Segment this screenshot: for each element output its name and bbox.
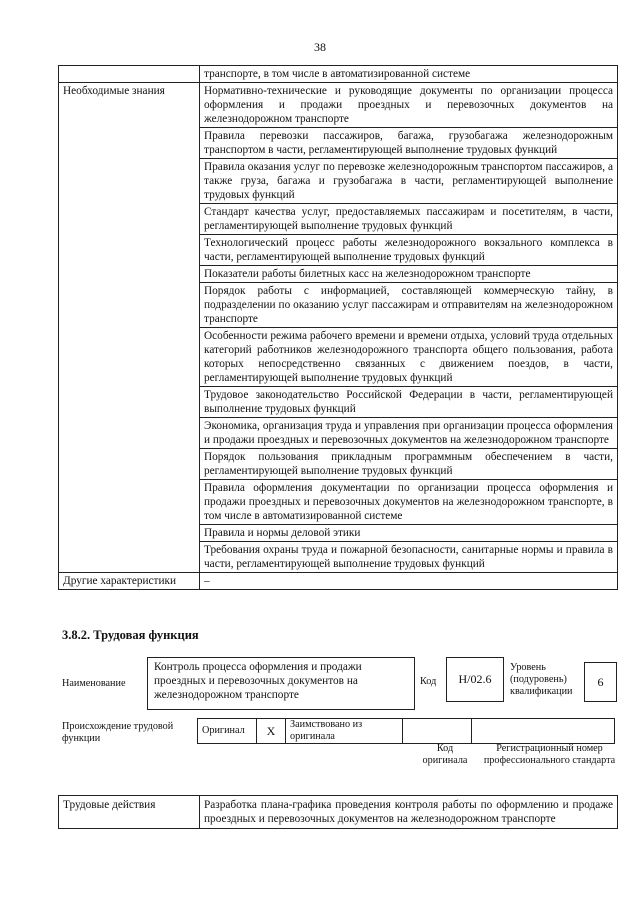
knowledge-item: Порядок работы с информацией, составляющей коммерческую тайну, в подразделении по оказанию услуг пассажирам и отправителям на железнодорожном транспорте <box>200 283 618 328</box>
other-characteristics-label: Другие характеристики <box>59 573 200 590</box>
name-label: Наименование <box>62 678 126 689</box>
function-name-box: Контроль процесса оформления и продажи проездных и перевозочных документов на железнодорожном транспорте <box>147 657 415 710</box>
knowledge-item: Трудовое законодательство Российской Федерации в части, регламентирующей выполнение трудовых функций <box>200 387 618 418</box>
table-row <box>59 573 618 590</box>
table-row <box>59 66 618 83</box>
table-row <box>198 719 615 744</box>
knowledge-item: Правила и нормы деловой этики <box>200 525 618 542</box>
knowledge-item: Правила оказания услуг по перевозке железнодорожным транспортом пассажиров, а также груза, багажа и грузобагажа в части, регламентирующей выполнение трудовых функций <box>200 159 618 204</box>
function-code-box: H/02.6 <box>446 657 504 702</box>
knowledge-item: Нормативно-технические и руководящие документы по организации процесса оформления и продажи проездных и перевозочных документов на железнодорожном транспорте <box>200 83 618 128</box>
original-label: Оригинал <box>198 719 257 744</box>
origin-table <box>197 718 615 744</box>
knowledge-item: Экономика, организация труда и управления при организации процесса оформления и продажи проездных и перевозочных документов на железнодорожном транспорте <box>200 418 618 449</box>
knowledge-item: Особенности режима рабочего времени и времени отдыха, условий труда отдельных категорий работников железнодорожного транспорта общего пользования, работа которых непосредственно связанных с движением поездов, в части, регламентирующей выполнение трудовых функций <box>200 328 618 387</box>
qualification-level-box: 6 <box>584 662 617 702</box>
knowledge-item: Технологический процесс работы железнодорожного вокзального комплекса в части, регламентирующей выполнение трудовых функций <box>200 235 618 266</box>
knowledge-item: Стандарт качества услуг, предоставляемых пассажирам и посетителям, в части, регламентирующей выполнение трудовых функций <box>200 204 618 235</box>
code-original-label: Код оригинала <box>422 743 468 766</box>
actions-text: Разработка плана-графика проведения контроля работы по оформлению и продаже проездных и перевозочных документов на железнодорожном транспорте <box>200 796 618 829</box>
reg-number-label: Регистрационный номер профессионального стандарта <box>483 743 616 766</box>
actions-label: Трудовые действия <box>59 796 200 829</box>
empty-label-cell <box>59 66 200 83</box>
section-heading: 3.8.2. Трудовая функция <box>62 628 199 642</box>
actions-table <box>58 795 618 829</box>
knowledge-item: Порядок пользования прикладным программным обеспечением в части, регламентирующей выполнение трудовых функций <box>200 449 618 480</box>
original-mark: X <box>257 719 286 744</box>
page-number: 38 <box>314 40 326 54</box>
required-knowledge-label: Необходимые знания <box>59 83 200 573</box>
knowledge-table <box>58 65 618 590</box>
table-row <box>59 796 618 829</box>
code-label: Код <box>420 676 437 687</box>
other-characteristics-value: – <box>200 573 618 590</box>
knowledge-item: Показатели работы билетных касс на железнодорожном транспорте <box>200 266 618 283</box>
knowledge-item: Правила перевозки пассажиров, багажа, грузобагажа железнодорожным транспортом в части, регламентирующей выполнение трудовых функций <box>200 128 618 159</box>
knowledge-item: Правила оформления документации по организации процесса оформления и продажи проездных и перевозочных документов на железнодорожном транспорте, в том числе в автоматизированной системе <box>200 480 618 525</box>
qualification-level-label: Уровень (подуровень) квалификации <box>510 662 573 697</box>
continuation-text: транспорте, в том числе в автоматизированной системе <box>200 66 618 83</box>
knowledge-item: Требования охраны труда и пожарной безопасности, санитарные нормы и правила в части, регламентирующей выполнение трудовых функций <box>200 542 618 573</box>
borrowed-label: Заимствовано из оригинала <box>286 719 403 744</box>
origin-label: Происхождение трудовой функции <box>62 721 174 744</box>
code-original-cell <box>403 719 472 744</box>
reg-number-cell <box>472 719 615 744</box>
table-row <box>59 83 618 128</box>
